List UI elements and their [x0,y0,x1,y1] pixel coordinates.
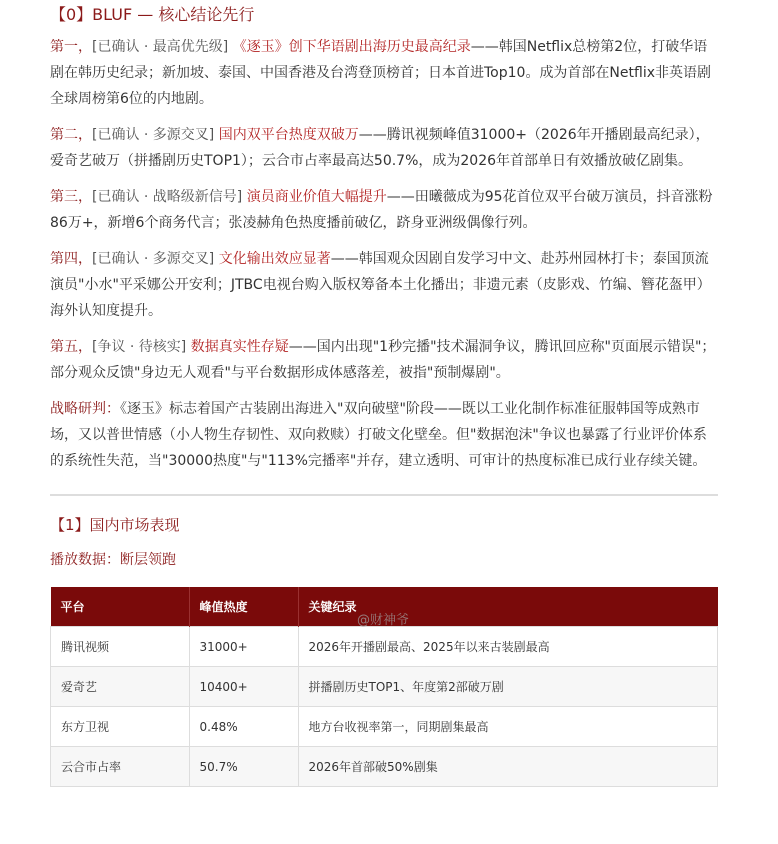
column-header: 平台 [51,587,190,627]
column-header: 关键纪录 [298,587,718,627]
point-prefix: 第一， [50,39,92,55]
point-body: ——田曦薇成为95花首位双平台破万演员，抖音涨粉86万+，新增6个商务代言；张凌赫角色热度播前破亿，跻身亚洲级偶像行列。 [50,189,713,231]
watermark: @财神爷 [357,613,410,628]
table-cell: 地方台收视率第一，同期剧集最高 [298,707,718,747]
point-prefix: 第五， [50,339,92,355]
point-tag: [争议 · 待核实] [92,339,187,355]
bluf-title: 【0】BLUF — 核心结论先行 [50,5,255,24]
point-tag: [已确认 · 战略级新信号] [92,189,243,205]
point-tag: [已确认 · 最高优先级] [92,39,229,55]
strategy-lead: 战略研判： [50,401,120,417]
bluf-point [50,334,718,386]
section1-subtitle: 播放数据：断层领跑 [50,552,176,568]
point-headline: 演员商业价值大幅提升 [246,189,387,205]
point-tag: [已确认 · 多源交叉] [92,251,215,267]
bluf-point [50,246,718,324]
point-body: ——韩国观众因剧自发学习中文、赴苏州园林打卡；泰国顶流演员"小水"平采娜公开安利；JTBC电视台购入版权筹备本土化播出；非遗元素（皮影戏、竹编、簪花盔甲）海外认知度提升。 [50,251,711,319]
point-headline: 数据真实性存疑 [190,339,289,355]
point-headline: 文化输出效应显著 [218,251,331,267]
table-cell: 0.48% [189,707,298,747]
point-headline: 《逐玉》创下华语剧出海历史最高纪录 [232,39,471,55]
section-divider [50,494,718,496]
table-cell: 爱奇艺 [51,667,190,707]
bluf-points [50,34,718,386]
table-row [51,667,718,707]
strategy-paragraph [50,396,718,474]
table-cell: 腾讯视频 [51,627,190,667]
table-cell: 2026年首部破50%剧集 [298,747,718,787]
point-body: ——国内出现"1秒完播"技术漏洞争议，腾讯回应称"页面展示错误"；部分观众反馈"身边无人观看"与平台数据形成体感落差，被指"预制爆剧"。 [50,339,716,381]
table-cell: 东方卫视 [51,707,190,747]
bluf-point [50,122,718,174]
bluf-point [50,34,718,112]
table-row [51,707,718,747]
article-content [50,0,718,787]
table-cell: 云合市占率 [51,747,190,787]
table-cell: 拼播剧历史TOP1、年度第2部破万剧 [298,667,718,707]
point-body: ——韩国Netflix总榜第2位，打破华语剧在韩历史纪录；新加坡、泰国、中国香港及台湾登顶榜首；日本首进Top10。成为首部在Netflix非英语剧全球周榜第6位的内地剧。 [50,39,712,107]
table-row [51,627,718,667]
column-header: 峰值热度 [189,587,298,627]
point-tag: [已确认 · 多源交叉] [92,127,215,143]
point-headline: 国内双平台热度双破万 [218,127,359,143]
point-prefix: 第三， [50,189,92,205]
table-cell: 31000+ [189,627,298,667]
section1-title: 【1】国内市场表现 [50,516,180,534]
bluf-point [50,184,718,236]
strategy-body: 《逐玉》标志着国产古装剧出海进入"双向破壁"阶段——既以工业化制作标准征服韩国等成熟市场，又以普世情感（小人物生存韧性、双向救赎）打破文化壁垒。但"数据泡沫"争议也暴露了行业评价体系的系统性失范，当"30000热度"与"113%完播率"并存，建立透明、可审计的热度标准已成行业存续关键。 [50,401,707,469]
table-cell: 2026年开播剧最高、2025年以来古装剧最高 [298,627,718,667]
point-prefix: 第四， [50,251,92,267]
point-prefix: 第二， [50,127,92,143]
table-body [51,627,718,787]
point-body: ——腾讯视频峰值31000+（2026年开播剧最高纪录），爱奇艺破万（拼播剧历史TOP1）；云合市占率最高达50.7%，成为2026年首部单日有效播放破亿剧集。 [50,127,710,169]
table-cell: 10400+ [189,667,298,707]
table-cell: 50.7% [189,747,298,787]
table-row [51,747,718,787]
